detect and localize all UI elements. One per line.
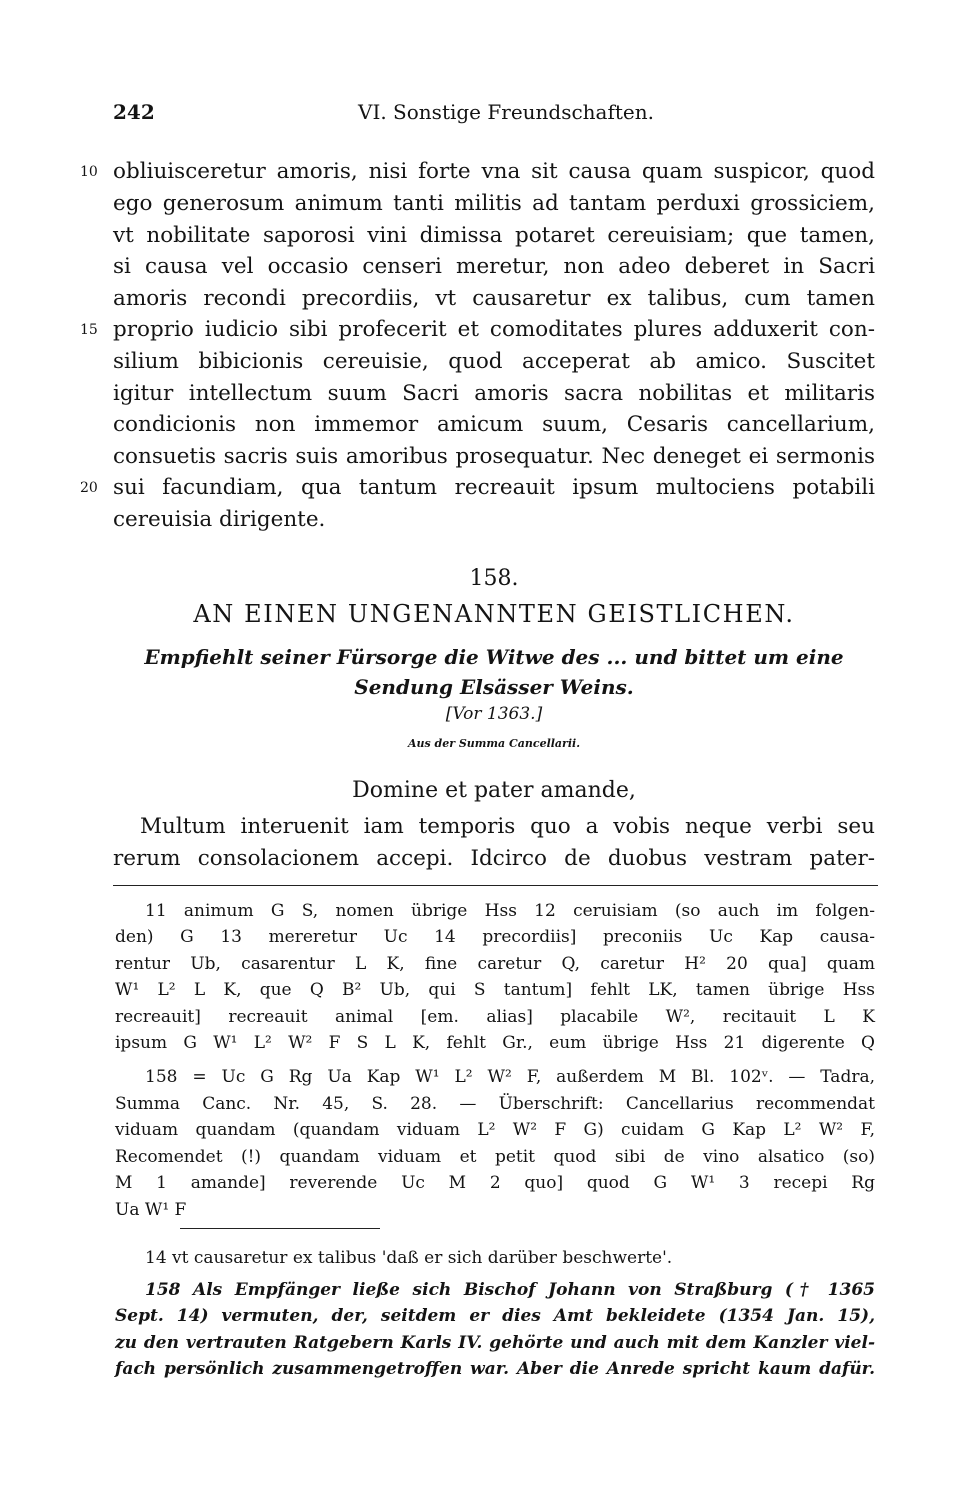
text-line: igitur intellectum suum Sacri amoris sacra nobilitas et militaris <box>113 381 875 406</box>
line-number: 10 <box>80 164 98 180</box>
text-line: silium bibicionis cereuisie, quod acceperat ab amico. Suscitet <box>113 349 875 374</box>
apparatus-line: W¹ L² L K, que Q B² Ub, qui S tantum] fehlt LK, tamen übrige Hss <box>115 980 875 1000</box>
apparatus-line: 158 = Uc G Rg Ua Kap W¹ L² W² F, außerdem M Bl. 102ᵛ. — Tadra, <box>145 1067 875 1087</box>
apparatus-line: recreauit] recreauit animal [em. alias] placabile W², recitauit L K <box>115 1007 875 1027</box>
commentary-line: 14 vt causaretur ex talibus 'daß er sich darüber beschwerte'. <box>145 1248 673 1268</box>
text-line: amoris recondi precordiis, vt causaretur ex talibus, cum tamen <box>113 286 875 311</box>
commentary-line: Sept. 14) vermuten, der, seitdem er dies Amt bekleidete (1354 Jan. 15), <box>115 1306 875 1326</box>
body-line: Multum interuenit iam temporis quo a vobis neque verbi seu <box>140 814 875 839</box>
text-line: condicionis non immemor amicum suum, Cesaris cancellarium, <box>113 412 875 437</box>
page-number: 242 <box>113 100 155 124</box>
apparatus-line: M 1 amande] reverende Uc M 2 quo] quod G W¹ 3 recepi Rg <box>115 1173 875 1193</box>
text-line: vt nobilitate saporosi vini dimissa potaret cereuisiam; que tamen, <box>113 223 875 248</box>
commentary-line: 158 Als Empfänger ließe sich Bischof Johann von Straßburg († 1365 <box>145 1280 875 1300</box>
salutation: Domine et pater amande, <box>352 778 636 803</box>
commentary-line: fach persönlich zusammengetroffen war. Aber die Anrede spricht kaum dafür. <box>115 1359 875 1379</box>
line-number: 15 <box>80 322 98 338</box>
letter-heading: AN EINEN UNGENANNTEN GEISTLICHEN. <box>193 600 795 628</box>
commentary-divider <box>180 1228 380 1229</box>
text-line: sui facundiam, qua tantum recreauit ipsum multociens potabili <box>113 475 875 500</box>
text-line: proprio iudicio sibi profecerit et comoditates plures adduxerit con- <box>113 317 875 342</box>
text-line: ego generosum animum tanti militis ad tantam perduxi grossiciem, <box>113 191 875 216</box>
apparatus-line: 11 animum G S, nomen übrige Hss 12 ceruisiam (so auch im folgen- <box>145 901 875 921</box>
running-title: VI. Sonstige Freundschaften. <box>358 100 654 124</box>
letter-date: [Vor 1363.] <box>445 704 543 724</box>
line-number: 20 <box>80 480 98 496</box>
apparatus-line: Recomendet (!) quandam viduam et petit quod sibi de vino alsatico (so) <box>115 1147 875 1167</box>
apparatus-line: den) G 13 mereretur Uc 14 precordiis] preconiis Uc Kap causa- <box>115 927 875 947</box>
running-head <box>113 100 883 130</box>
apparatus-line: viduam quandam (quandam viduam L² W² F G) cuidam G Kap L² W² F, <box>115 1120 875 1140</box>
apparatus-line: ipsum G W¹ L² W² F S L K, fehlt Gr., eum übrige Hss 21 digerente Q <box>115 1033 875 1053</box>
letter-summary-line: Empfiehlt seiner Fürsorge die Witwe des ... und bittet um eine <box>144 645 844 669</box>
text-line: cereuisia dirigente. <box>113 507 326 532</box>
text-line: obliuisceretur amoris, nisi forte vna sit causa quam suspicor, quod <box>113 159 875 184</box>
apparatus-line: Summa Canc. Nr. 45, S. 28. — Überschrift: Cancellarius recommendat <box>115 1094 875 1114</box>
letter-number: 158. <box>469 566 519 591</box>
text-line: si causa vel occasio censeri meretur, non adeo deberet in Sacri <box>113 254 875 279</box>
letter-source: Aus der Summa Cancellarii. <box>407 737 581 750</box>
commentary-line: zu den vertrauten Ratgebern Karls IV. gehörte und auch mit dem Kanzler viel- <box>115 1333 875 1353</box>
text-line: consuetis sacris suis amoribus prosequatur. Nec deneget ei sermonis <box>113 444 875 469</box>
apparatus-line: rentur Ub, casarentur L K, fine caretur Q, caretur H² 20 qua] quam <box>115 954 875 974</box>
footnote-divider <box>113 885 878 886</box>
body-line: rerum consolacionem accepi. Idcirco de duobus vestram pater- <box>113 846 875 871</box>
apparatus-line: Ua W¹ F <box>115 1200 187 1220</box>
letter-summary-line: Sendung Elsässer Weins. <box>354 675 634 699</box>
